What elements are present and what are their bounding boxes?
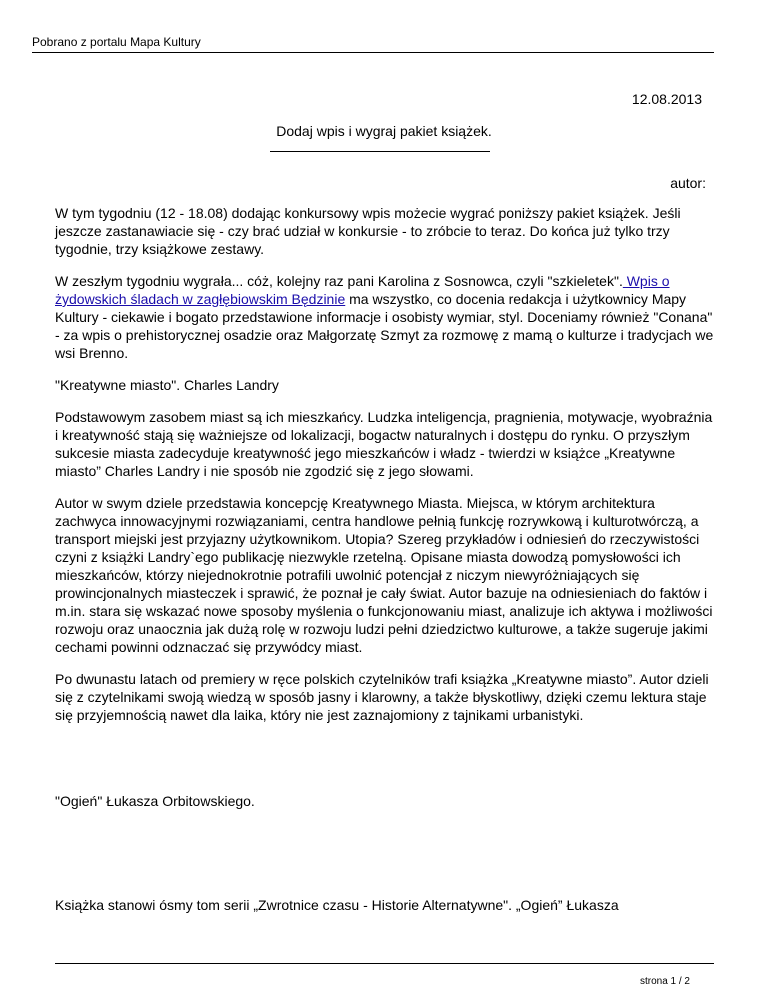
footer-divider — [55, 963, 714, 964]
post-date: 12.08.2013 — [631, 91, 702, 107]
paragraph-book1-summary: Po dwunastu latach od premiery w ręce polskich czytelników trafi książka „Kreatywne miasto”. Autor dzieli się z czytelnikami swoją wiedzą w sposób jasny i klarowny, a także błyskotliwy, dzięki czemu lektura staje się przyjemnością nawet dla laika, który nie jest zaznajomiony z tajnikami urbanistyki. — [55, 671, 709, 723]
paragraph-last-week-winner — [55, 272, 715, 362]
page-number: strona 1 / 2 — [639, 976, 690, 987]
article-body — [55, 204, 715, 928]
book-heading-kreatywne-miasto: "Kreatywne miasto". Charles Landry — [55, 377, 279, 393]
page-title: Dodaj wpis i wygraj pakiet książek. — [276, 123, 492, 139]
author-label: autor: — [670, 175, 706, 191]
paragraph-winner-text-start: W zeszłym tygodniu wygrała... cóż, kolejny raz pani Karolina z Sosnowca, czyli "szkieletek". — [55, 273, 623, 289]
paragraph-book2-intro: Książka stanowi ósmy tom serii „Zwrotnice czasu - Historie Alternatywne". „Ogień” Łukasza — [55, 897, 619, 913]
source-header: Pobrano z portalu Mapa Kultury — [32, 35, 201, 49]
book-heading-ogien: "Ogień" Łukasza Orbitowskiego. — [55, 793, 255, 809]
header-divider — [32, 52, 714, 53]
paragraph-winner-text-end: ma wszystko, co docenia redakcja i użytkownicy Mapy Kultury - ciekawie i bogato przedstawione informacje i osobisty wymiar, styl. Doceniamy również "Conana" - za wpis o prehistorycznej osadzie oraz Małgorzatę Szmyt za rozmowę z mamą o kulturze i tradycjach we wsi Brenno. — [55, 291, 714, 361]
entry-link[interactable]: Wpis o żydowskich śladach w zagłębiowskim Będzinie — [55, 273, 670, 307]
paragraph-intro: W tym tygodniu (12 - 18.08) dodając konkursowy wpis możecie wygrać poniższy pakiet książek. Jeśli jeszcze zastanawiacie się - czy brać udział w konkursie - to zróbcie to teraz. Do końca już tylko trzy tygodnie, trzy książkowe zestawy. — [55, 205, 681, 257]
title-underline — [270, 151, 490, 152]
paragraph-book1-details: Autor w swym dziele przedstawia koncepcję Kreatywnego Miasta. Miejsca, w którym architektura zachwyca innowacyjnymi rozwiązaniami, centra handlowe pełnią funkcję rozrywkową i kulturotwórczą, a transport miejski jest przyjazny użytkownikom. Utopia? Szereg przykładów i odniesień do rzeczywistości czyni z książki Landry`ego publikację niezwykle rzetelną. Opisane miasta dowodzą pomysłowości ich mieszkańców, którzy niejednokrotnie potrafili uwolnić potencjał z niczym niewyróżniających się prowincjonalnych miasteczek i sprawić, że poznał je cały świat. Autor bazuje na odniesieniach do faktów i m.in. stara się wskazać nowe sposoby myślenia o funkcjonowaniu miast, analizuje ich aktywa i możliwości rozwoju oraz unaocznia jak dużą rolę w rozwoju ludzi pełni dziedzictwo kulturowe, a także sugeruje jakimi cechami powinni odznaczać się przywódcy miast. — [55, 495, 713, 655]
paragraph-book1-intro: Podstawowym zasobem miast są ich mieszkańcy. Ludzka inteligencja, pragnienia, motywacje, wyobraźnia i kreatywność stają się ważniejsze od lokalizacji, bogactw naturalnych i dostępu do rynku. O przyszłym sukcesie miasta zadecyduje kreatywność jego mieszkańców i władz - twierdzi w książce „Kreatywne miasto” Charles Landry i nie sposób nie zgodzić się z jego słowami. — [55, 409, 713, 479]
